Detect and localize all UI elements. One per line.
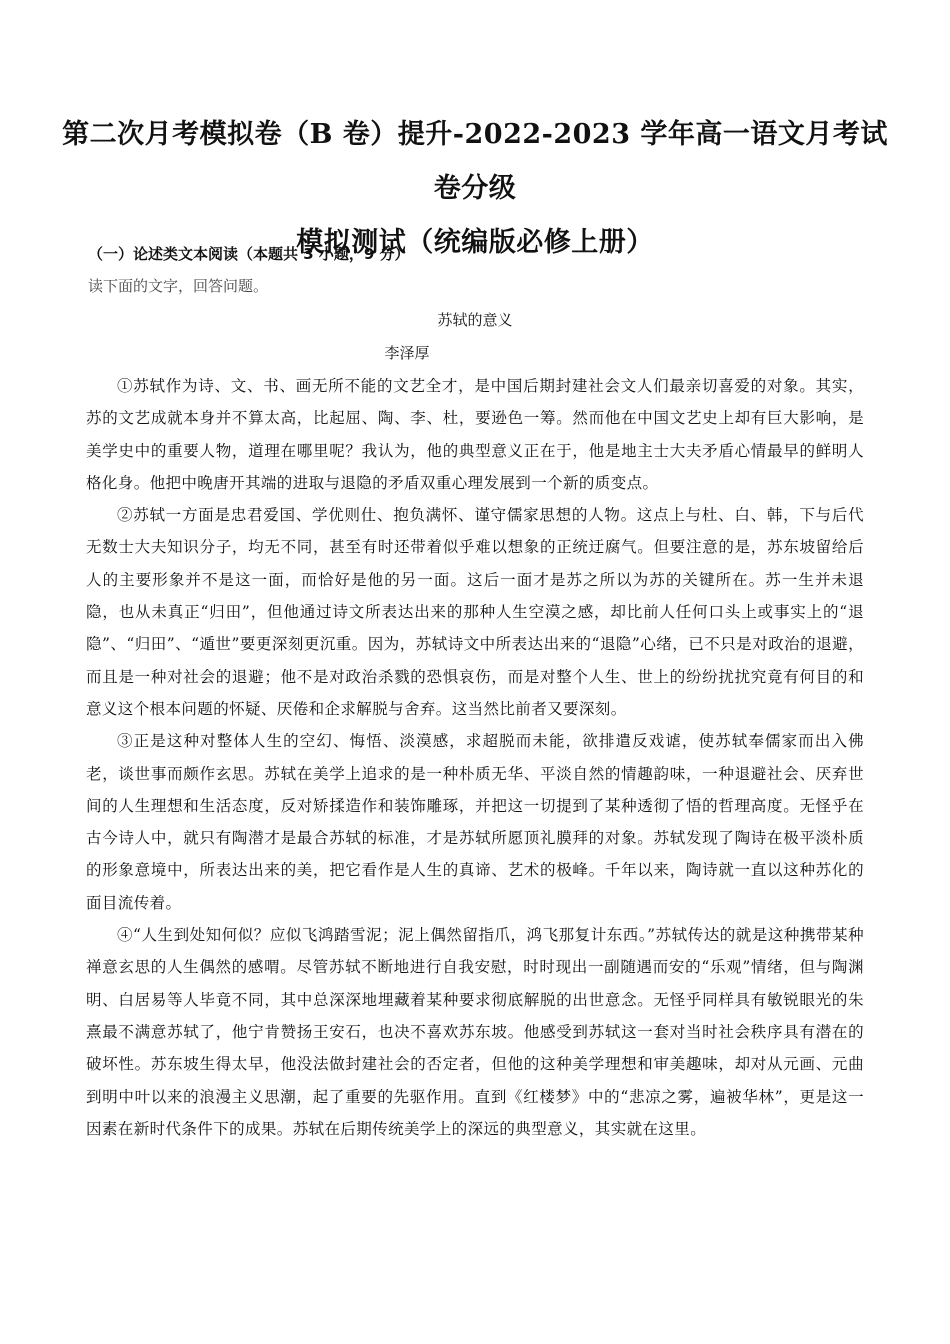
- article-paragraph-4: ④“人生到处知何似？应似飞鸿踏雪泥；泥上偶然留指爪，鸿飞那复计东西。”苏轼传达的就是这种携带某种禅意玄思的人生偶然的感喟。尽管苏轼不断地进行自我安慰，时时现出一副随遇而安的“乐观”情绪，但与陶渊明、白居易等人毕竟不同，其中总深深地埋藏着某种要求彻底解脱的出世意念。无怪乎同样具有敏锐眼光的朱熹最不满意苏轼了，他宁肯赞扬王安石，也决不喜欢苏东坡。他感受到苏轼这一套对当时社会秩序具有潜在的破坏性。苏东坡生得太早，他没法做封建社会的否定者，但他的这种美学理想和审美趣味，却对从元画、元曲到明中叶以来的浪漫主义思潮，起了重要的先驱作用。直到《红楼梦》中的“悲凉之雾，遍被华林”，更是这一因素在新时代条件下的成果。苏轼在后期传统美学上的深远的典型意义，其实就在这里。: [86, 926, 864, 1138]
- article-title: 苏轼的意义: [437, 311, 513, 329]
- article-paragraph-2: ②苏轼一方面是忠君爱国、学优则仕、抱负满怀、谨守儒家思想的人物。这点上与杜、白、韩，下与后代无数士大夫知识分子，均无不同，甚至有时还带着似乎难以想象的正统迂腐气。但要注意的是，苏东坡留给后人的主要形象并不是这一面，而恰好是他的另一面。这后一面才是苏之所以为苏的关键所在。苏一生并未退隐，也从未真正“归田”，但他通过诗文所表达出来的那种人生空漠之感，却比前人任何口头上或事实上的“退隐”、“归田”、“遁世”要更深刻更沉重。因为，苏轼诗文中所表达出来的“退隐”心绪，已不只是对政治的退避，而且是一种对社会的退避；他不是对政治杀戮的恐惧哀伤，而是对整个人生、世上的纷纷扰扰究竟有何目的和意义这个根本问题的怀疑、厌倦和企求解脱与舍弃。这当然比前者又要深刻。: [86, 506, 864, 718]
- article-paragraph-1: ①苏轼作为诗、文、书、画无所不能的文艺全才，是中国后期封建社会文人们最亲切喜爱的对象。其实，苏的文艺成就本身并不算太高，比起屈、陶、李、杜，要逊色一筹。然而他在中国文艺史上却有巨大影响，是美学史中的重要人物，道理在哪里呢？我认为，他的典型意义正在于，他是地主士大夫矛盾心情最早的鲜明人格化身。他把中晚唐开其端的进取与退隐的矛盾双重心理发展到一个新的质变点。: [86, 377, 864, 492]
- reading-instruction: 读下面的文字，回答问题。: [88, 277, 269, 295]
- document-title-line-2: 模拟测试（统编版必修上册）: [296, 227, 654, 258]
- document-title-line-1: 第二次月考模拟卷（B 卷）提升-2022-2023 学年高一语文月考试卷分级: [62, 119, 888, 204]
- article-paragraph-3: ③正是这种对整体人生的空幻、悔悟、淡漠感，求超脱而未能，欲排遣反戏谑，使苏轼奉儒家而出入佛老，谈世事而颇作玄思。苏轼在美学上追求的是一种朴质无华、平淡自然的情趣韵味，一种退避社会、厌弃世间的人生理想和生活态度，反对矫揉造作和装饰雕琢，并把这一切提到了某种透彻了悟的哲理高度。无怪乎在古今诗人中，就只有陶潜才是最合苏轼的标准，才是苏轼所愿顶礼膜拜的对象。苏轼发现了陶诗在极平淡朴质的形象意境中，所表达出来的美，把它看作是人生的真谛、艺术的极峰。千年以来，陶诗就一直以这种苏化的面目流传着。: [86, 732, 864, 912]
- article-body: [86, 370, 864, 1145]
- article-author: 李泽厚: [384, 344, 430, 362]
- section-heading: （一）论述类文本阅读（本题共 3 小题，9 分）: [88, 245, 410, 263]
